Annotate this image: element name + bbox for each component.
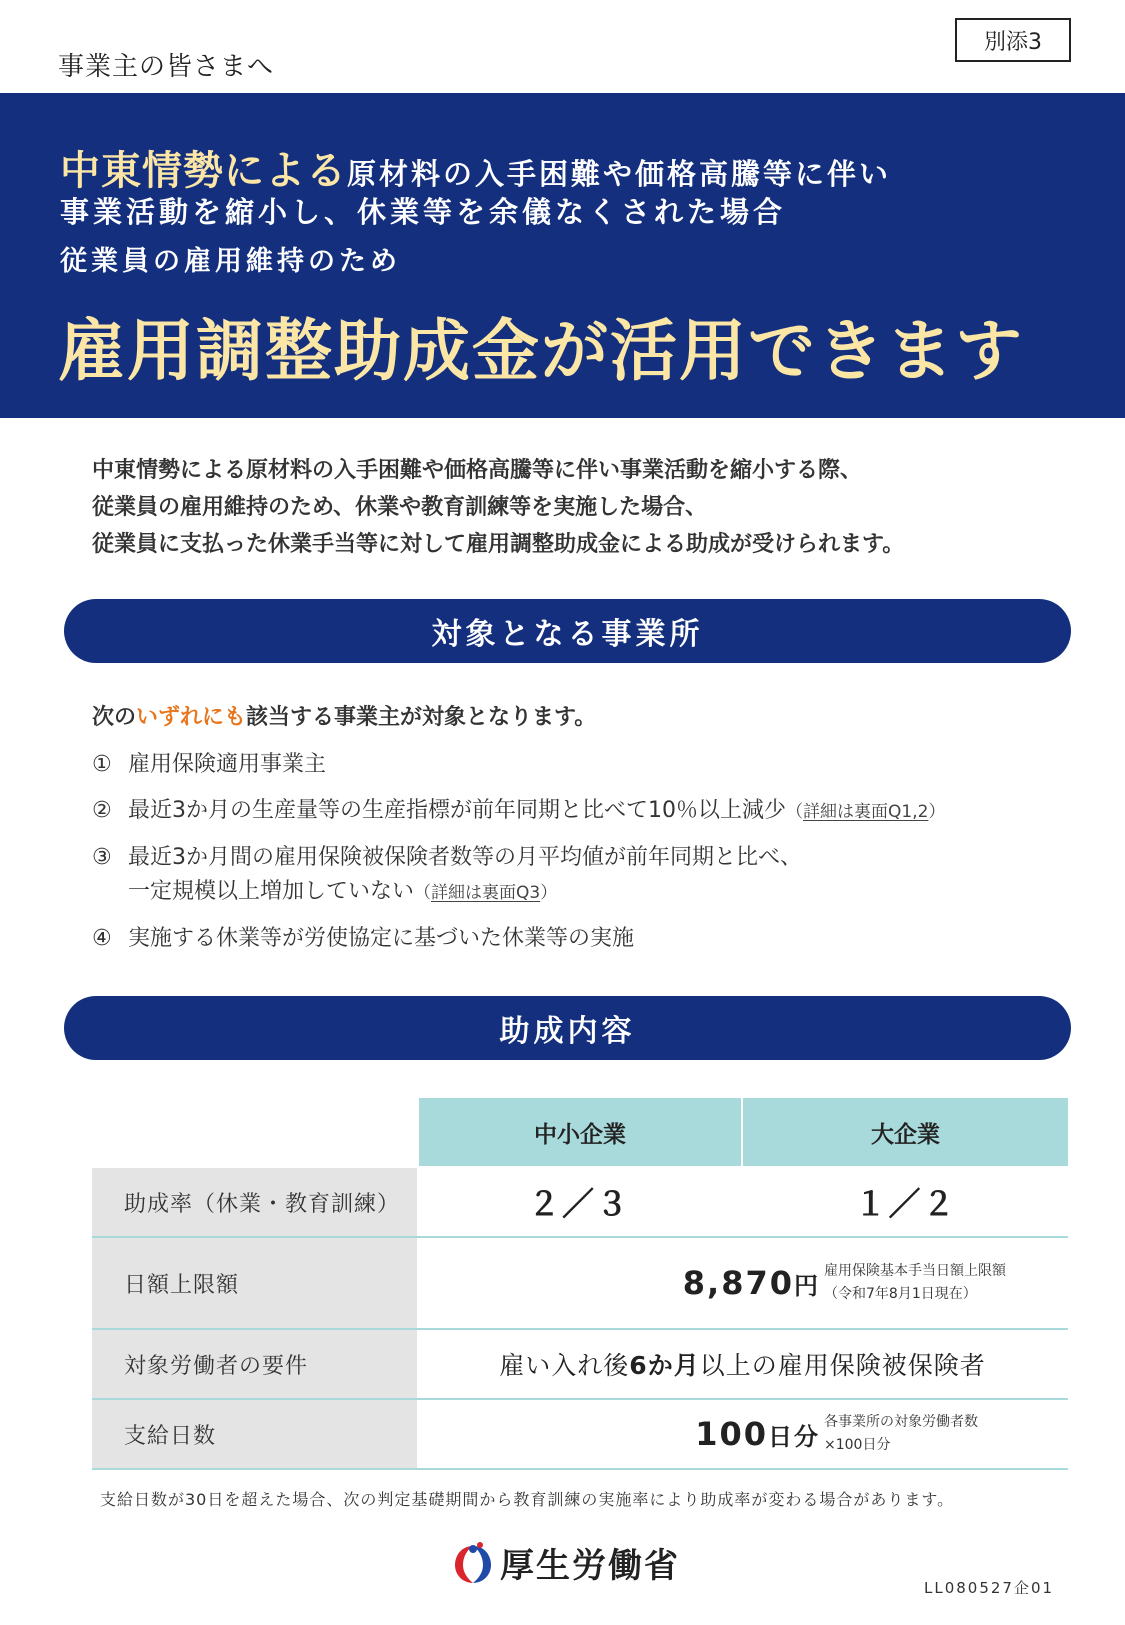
condition-text: 最近3か月間の雇用保険被保険者数等の月平均値が前年同期と比べ、 (128, 845, 802, 870)
condition-text-wrap (128, 794, 945, 829)
intro-text (92, 452, 904, 563)
section-heading-eligibility: 対象となる事業所 (64, 599, 1071, 663)
note-line: 雇用保険基本手当日額上限額 (824, 1263, 1006, 1279)
condition-number: ④ (92, 926, 112, 951)
condition-text-wrap (128, 841, 802, 910)
amount-value: 8,870 (682, 1264, 794, 1302)
table-row-rate (92, 1168, 1068, 1238)
table-row-daily-limit (92, 1238, 1068, 1330)
hero-line-1-rest: 原材料の入手困難や価格高騰等に伴い (347, 157, 892, 191)
lead-before: 次の (92, 705, 137, 730)
row-label: 助成率（休業・教育訓練） (92, 1168, 417, 1236)
section-heading-subsidy: 助成内容 (64, 996, 1071, 1060)
lead-emphasis: いずれにも (136, 705, 247, 730)
note-close: ） (928, 802, 946, 822)
condition-text: 最近3か月の生産量等の生産指標が前年同期と比べて10％以上減少 (128, 798, 786, 823)
condition-note (414, 883, 557, 903)
condition-item (92, 922, 1092, 956)
condition-number: ① (92, 752, 112, 777)
condition-item (92, 794, 1092, 829)
table-row-requirement (92, 1330, 1068, 1400)
condition-item (92, 841, 1092, 910)
condition-text: 実施する休業等が労使協定に基づいた休業等の実施 (128, 926, 635, 951)
condition-text-2: 一定規模以上増加していない (128, 879, 415, 904)
note-line: ×100日分 (824, 1437, 891, 1453)
condition-text: 雇用保険適用事業主 (128, 752, 327, 777)
requirement-value (417, 1330, 1068, 1398)
row-label: 支給日数 (92, 1400, 417, 1468)
row-label: 日額上限額 (92, 1238, 417, 1328)
daily-limit-amount (683, 1264, 820, 1302)
ministry-name: 厚生労働省 (500, 1546, 680, 1586)
days-note (824, 1411, 978, 1457)
req-post: 以上の雇用保険被保険者 (699, 1351, 986, 1380)
condition-number: ② (92, 798, 112, 823)
column-header-sme: 中小企業 (419, 1098, 741, 1166)
row-label: 対象労働者の要件 (92, 1330, 417, 1398)
amount-unit: 日分 (768, 1423, 820, 1451)
req-bold: 6か月 (629, 1351, 700, 1380)
addressee: 事業主の皆さまへ (58, 52, 275, 82)
condition-item (92, 748, 1092, 782)
hero-highlight: 中東情勢による (60, 148, 347, 194)
note-open: （ (786, 802, 803, 822)
intro-line: 中東情勢による原材料の入手困難や価格高騰等に伴い事業活動を縮小する際、 (92, 458, 863, 483)
amount-value: 100 (695, 1415, 768, 1453)
condition-number: ③ (92, 845, 112, 870)
intro-line: 従業員の雇用維持のため、休業や教育訓練等を実施した場合、 (92, 495, 708, 520)
intro-line: 従業員に支払った休業手当等に対して雇用調整助成金による助成が受けられます。 (92, 532, 905, 557)
attachment-label: 別添3 (955, 18, 1071, 62)
hero-line-1 (60, 139, 891, 196)
days-amount (695, 1415, 820, 1453)
document-code: LL080527企01 (924, 1579, 1055, 1597)
note-close: ） (540, 883, 558, 903)
hero-line-2: 事業活動を縮小し、休業等を余儀なくされた場合 (60, 195, 787, 229)
rate-large: １／２ (854, 1185, 957, 1223)
column-header-large: 大企業 (743, 1098, 1068, 1166)
rate-sme: ２／３ (527, 1185, 630, 1223)
note-line: （令和7年8月1日現在） (824, 1286, 977, 1302)
table-row-days (92, 1400, 1068, 1470)
eligibility-lead (92, 700, 596, 731)
detail-link[interactable]: 詳細は裏面Q1,2 (803, 802, 929, 822)
note-open: （ (414, 883, 432, 903)
hero-headline: 雇用調整助成金が活用できます (58, 312, 1024, 390)
lead-after: 該当する事業主が対象となります。 (246, 705, 597, 730)
daily-limit-note (824, 1260, 1006, 1306)
note-line: 各事業所の対象労働者数 (824, 1414, 978, 1430)
hero-line-3: 従業員の雇用維持のため (60, 246, 401, 277)
req-pre: 雇い入れ後 (499, 1351, 630, 1380)
ministry-emblem-icon (452, 1540, 494, 1586)
hero-banner (0, 93, 1125, 418)
amount-unit: 円 (794, 1272, 820, 1300)
condition-note (786, 802, 945, 822)
ministry-logo (452, 1538, 680, 1587)
detail-link[interactable]: 詳細は裏面Q3 (431, 883, 541, 903)
condition-list (92, 748, 1092, 968)
table-footnote: 支給日数が30日を超えた場合、次の判定基礎期間から教育訓練の実施率により助成率が変わる場合があります。 (100, 1490, 955, 1509)
